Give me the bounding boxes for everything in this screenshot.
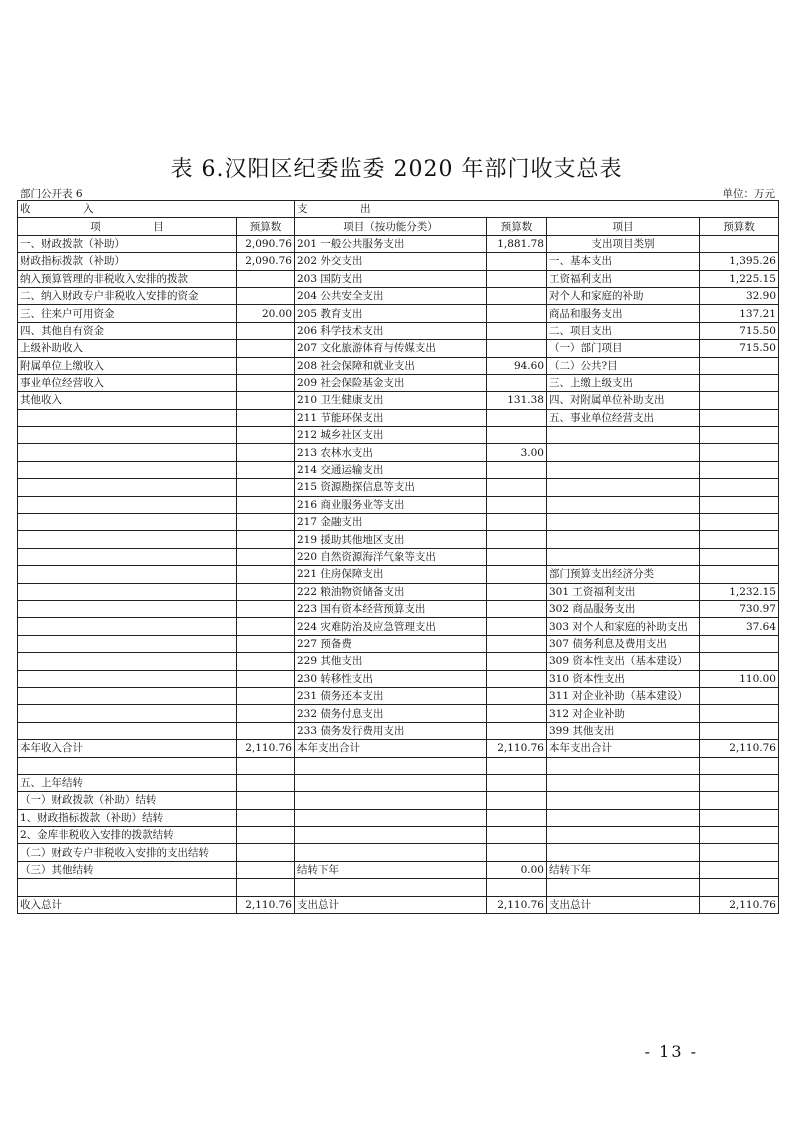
page-title: 表 6.汉阳区纪委监委 2020 年部门收支总表 (170, 157, 623, 182)
table-cell (700, 496, 779, 513)
table-cell (700, 479, 779, 496)
table-cell (700, 687, 779, 704)
table-cell: 201 一般公共服务支出 (295, 235, 487, 252)
table-cell (237, 479, 295, 496)
table-cell: 224 灾难防治及应急管理支出 (295, 618, 487, 635)
table-cell: 商品和服务支出 (547, 305, 700, 322)
table-row (18, 531, 779, 548)
table-cell: 202 外交支出 (295, 253, 487, 270)
table-cell (237, 357, 295, 374)
table-cell (237, 566, 295, 583)
table-cell (295, 844, 487, 861)
table-row (18, 357, 779, 374)
table-cell: 1,395.26 (700, 253, 779, 270)
table-row (18, 600, 779, 617)
table-row (18, 705, 779, 722)
table-cell: 399 其他支出 (547, 722, 700, 739)
table-cell: 233 债务发行费用支出 (295, 722, 487, 739)
table-cell (700, 548, 779, 565)
table-cell (487, 670, 547, 687)
table-row (18, 566, 779, 583)
table-cell: 222 粮油物资储备支出 (295, 583, 487, 600)
table-cell (700, 409, 779, 426)
table-row (18, 235, 779, 252)
table-cell (18, 548, 237, 565)
table-cell (295, 774, 487, 791)
table-cell (547, 809, 700, 826)
table-cell (237, 809, 295, 826)
table-cell (18, 531, 237, 548)
table-cell (700, 461, 779, 478)
table-cell (487, 514, 547, 531)
table-row (18, 809, 779, 826)
table-cell (18, 879, 237, 896)
table-cell: 2,110.76 (700, 740, 779, 757)
table-cell: 1,225.15 (700, 270, 779, 287)
table-cell: 131.38 (487, 392, 547, 409)
table-row (18, 479, 779, 496)
table-cell: 本年支出合计 (547, 740, 700, 757)
table-cell (700, 653, 779, 670)
table-cell: 支出总计 (547, 896, 700, 913)
table-cell: （二）财政专户非税收入安排的支出结转 (18, 844, 237, 861)
table-cell (237, 774, 295, 791)
table-cell: 110.00 (700, 670, 779, 687)
table-cell (237, 461, 295, 478)
table-cell: 三、往来户可用资金 (18, 305, 237, 322)
table-cell: 1,232.15 (700, 583, 779, 600)
table-row (18, 287, 779, 304)
table-cell: 一、财政拨款（补助） (18, 235, 237, 252)
table-cell (700, 792, 779, 809)
table-cell (547, 774, 700, 791)
table-cell: 3.00 (487, 444, 547, 461)
table-cell: 1,881.78 (487, 235, 547, 252)
table-cell (487, 774, 547, 791)
table-row (18, 270, 779, 287)
table-cell (18, 427, 237, 444)
table-cell: 支出项目类别 (547, 235, 700, 252)
table-cell (700, 357, 779, 374)
table-cell (237, 653, 295, 670)
table-cell (487, 792, 547, 809)
table-cell: 715.50 (700, 340, 779, 357)
table-row (18, 879, 779, 896)
table-cell: 附属单位上缴收入 (18, 357, 237, 374)
table-cell (237, 792, 295, 809)
table-cell (487, 844, 547, 861)
table-cell: 32.90 (700, 287, 779, 304)
table-cell: 四、对附属单位补助支出 (547, 392, 700, 409)
table-cell (487, 461, 547, 478)
table-cell (487, 809, 547, 826)
table-cell (700, 722, 779, 739)
table-cell: 0.00 (487, 861, 547, 878)
table-cell (700, 879, 779, 896)
table-cell: 213 农林水支出 (295, 444, 487, 461)
table-cell (237, 340, 295, 357)
table-cell (547, 844, 700, 861)
table-cell (700, 844, 779, 861)
table-cell (700, 827, 779, 844)
table-cell (237, 427, 295, 444)
table-cell (700, 392, 779, 409)
table-cell: 三、上缴上级支出 (547, 374, 700, 391)
table-cell (487, 566, 547, 583)
table-cell (487, 496, 547, 513)
table-row (18, 305, 779, 322)
table-cell (487, 705, 547, 722)
table-cell (18, 583, 237, 600)
table-row (18, 774, 779, 791)
table-cell (18, 757, 237, 774)
income-header: 收 入 (18, 201, 295, 218)
table-cell: 一、基本支出 (547, 253, 700, 270)
table-cell (487, 340, 547, 357)
table-cell (547, 792, 700, 809)
table-cell (487, 827, 547, 844)
table-cell: 221 住房保障支出 (295, 566, 487, 583)
table-cell (18, 496, 237, 513)
table-cell (487, 287, 547, 304)
table-row (18, 896, 779, 913)
table-row (18, 322, 779, 339)
table-cell: 四、其他自有资金 (18, 322, 237, 339)
table-cell: 支出总计 (295, 896, 487, 913)
table-row (18, 757, 779, 774)
table-cell (237, 531, 295, 548)
table-cell (547, 444, 700, 461)
table-cell (18, 687, 237, 704)
func-budget-header: 预算数 (487, 218, 547, 235)
table-cell (487, 270, 547, 287)
table-row (18, 827, 779, 844)
table-cell: 219 援助其他地区支出 (295, 531, 487, 548)
table-cell: 本年收入合计 (18, 740, 237, 757)
table-cell: 二、纳入财政专户非税收入安排的资金 (18, 287, 237, 304)
table-cell: 20.00 (237, 305, 295, 322)
table-cell: 730.97 (700, 600, 779, 617)
table-cell (700, 861, 779, 878)
table-cell (237, 392, 295, 409)
table-cell: 231 债务还本支出 (295, 687, 487, 704)
table-cell (18, 705, 237, 722)
table-cell (18, 635, 237, 652)
table-cell: （一）财政拨款（补助）结转 (18, 792, 237, 809)
table-cell (487, 653, 547, 670)
table-cell: 五、事业单位经营支出 (547, 409, 700, 426)
budget-table (17, 200, 779, 914)
table-cell: 223 国有资本经营预算支出 (295, 600, 487, 617)
table-cell: 2,090.76 (237, 253, 295, 270)
table-cell (18, 514, 237, 531)
table-cell (547, 514, 700, 531)
table-cell: 137.21 (700, 305, 779, 322)
table-cell (487, 879, 547, 896)
table-cell: 结转下年 (547, 861, 700, 878)
table-cell (700, 635, 779, 652)
table-cell (700, 427, 779, 444)
table-cell (547, 496, 700, 513)
table-cell (18, 461, 237, 478)
table-cell (18, 722, 237, 739)
expense-item-header: 项目 (547, 218, 700, 235)
table-cell: 纳入预算管理的非税收入安排的拨款 (18, 270, 237, 287)
table-row (18, 496, 779, 513)
table-cell (295, 809, 487, 826)
table-cell (237, 374, 295, 391)
table-cell (237, 270, 295, 287)
table-cell: 207 文化旅游体育与传媒支出 (295, 340, 487, 357)
table-cell (700, 757, 779, 774)
table-cell (237, 861, 295, 878)
table-cell: 312 对企业补助 (547, 705, 700, 722)
table-cell (487, 253, 547, 270)
table-cell: 2,110.76 (237, 896, 295, 913)
table-cell: 结转下年 (295, 861, 487, 878)
table-cell (547, 879, 700, 896)
table-cell: 2,110.76 (487, 896, 547, 913)
table-row (18, 670, 779, 687)
table-cell: 206 科学技术支出 (295, 322, 487, 339)
table-row (18, 635, 779, 652)
table-cell (237, 757, 295, 774)
table-cell (237, 322, 295, 339)
table-cell (237, 409, 295, 426)
table-cell (237, 827, 295, 844)
table-cell (295, 792, 487, 809)
table-cell (295, 879, 487, 896)
table-row (18, 618, 779, 635)
table-cell (237, 722, 295, 739)
table-row (18, 444, 779, 461)
table-cell (487, 531, 547, 548)
table-row (18, 461, 779, 478)
table-cell (547, 427, 700, 444)
table-cell: 209 社会保险基金支出 (295, 374, 487, 391)
table-cell: 307 债务利息及费用支出 (547, 635, 700, 652)
table-cell (487, 427, 547, 444)
table-row (18, 427, 779, 444)
table-cell: 其他收入 (18, 392, 237, 409)
table-cell (18, 444, 237, 461)
table-cell (487, 583, 547, 600)
table-cell: 本年支出合计 (295, 740, 487, 757)
table-cell (487, 322, 547, 339)
table-cell (487, 618, 547, 635)
table-cell (237, 444, 295, 461)
table-cell (547, 479, 700, 496)
table-cell (487, 635, 547, 652)
table-cell (237, 496, 295, 513)
table-cell (487, 600, 547, 617)
table-row (18, 792, 779, 809)
table-cell (700, 374, 779, 391)
table-cell (487, 305, 547, 322)
table-cell (700, 235, 779, 252)
table-cell: （一）部门项目 (547, 340, 700, 357)
table-cell: 229 其他支出 (295, 653, 487, 670)
income-budget-header: 预算数 (237, 218, 295, 235)
table-row (18, 409, 779, 426)
table-row (18, 861, 779, 878)
table-cell (237, 705, 295, 722)
table-cell (487, 722, 547, 739)
table-cell (700, 809, 779, 826)
table-cell (18, 479, 237, 496)
table-cell (487, 374, 547, 391)
table-cell: 230 转移性支出 (295, 670, 487, 687)
table-cell (700, 705, 779, 722)
table-row (18, 253, 779, 270)
table-cell (237, 670, 295, 687)
table-cell (547, 548, 700, 565)
table-cell: 303 对个人和家庭的补助支出 (547, 618, 700, 635)
table-cell (237, 635, 295, 652)
table-cell: 工资福利支出 (547, 270, 700, 287)
table-cell: 214 交通运输支出 (295, 461, 487, 478)
expense-header: 支 出 (295, 201, 779, 218)
table-cell (487, 409, 547, 426)
table-cell (237, 287, 295, 304)
table-cell: 2,090.76 (237, 235, 295, 252)
header-row-2 (18, 218, 779, 235)
table-cell: 1、财政指标拨款（补助）结转 (18, 809, 237, 826)
table-cell: 财政指标拨款（补助） (18, 253, 237, 270)
table-cell: 310 资本性支出 (547, 670, 700, 687)
table-row (18, 844, 779, 861)
table-cell: 2、金库非税收入安排的拨款结转 (18, 827, 237, 844)
table-cell: 204 公共安全支出 (295, 287, 487, 304)
table-cell: 227 预备费 (295, 635, 487, 652)
table-cell (237, 618, 295, 635)
table-cell: 211 节能环保支出 (295, 409, 487, 426)
table-cell (700, 774, 779, 791)
table-cell (295, 827, 487, 844)
table-cell: 二、项目支出 (547, 322, 700, 339)
table-row (18, 740, 779, 757)
table-cell (547, 827, 700, 844)
table-row (18, 514, 779, 531)
table-cell: 2,110.76 (700, 896, 779, 913)
table-row (18, 722, 779, 739)
table-cell: 203 国防支出 (295, 270, 487, 287)
table-cell (700, 444, 779, 461)
table-cell (18, 600, 237, 617)
expense-budget-header: 预算数 (700, 218, 779, 235)
table-cell (237, 600, 295, 617)
table-cell: 302 商品服务支出 (547, 600, 700, 617)
table-cell (487, 548, 547, 565)
table-cell (487, 757, 547, 774)
table-row (18, 392, 779, 409)
table-cell: 94.60 (487, 357, 547, 374)
header-row-1 (18, 201, 779, 218)
table-row (18, 687, 779, 704)
table-cell (18, 409, 237, 426)
page-number: - 13 - (644, 1042, 698, 1061)
table-cell (700, 566, 779, 583)
table-cell (295, 757, 487, 774)
table-cell: 217 金融支出 (295, 514, 487, 531)
table-row (18, 548, 779, 565)
table-cell: （三）其他结转 (18, 861, 237, 878)
table-row (18, 340, 779, 357)
table-cell: 232 债务付息支出 (295, 705, 487, 722)
table-cell (487, 479, 547, 496)
table-cell: 301 工资福利支出 (547, 583, 700, 600)
table-cell (237, 548, 295, 565)
table-cell: 部门预算支出经济分类 (547, 566, 700, 583)
table-cell (237, 514, 295, 531)
table-cell (18, 670, 237, 687)
table-cell: 2,110.76 (487, 740, 547, 757)
table-row (18, 374, 779, 391)
table-cell (237, 879, 295, 896)
table-cell: 210 卫生健康支出 (295, 392, 487, 409)
table-cell: 309 资本性支出（基本建设） (547, 653, 700, 670)
table-row (18, 583, 779, 600)
func-item-header: 项目（按功能分类） (295, 218, 487, 235)
income-item-header: 项 目 (18, 218, 237, 235)
table-cell: 205 教育支出 (295, 305, 487, 322)
table-cell (700, 531, 779, 548)
table-cell: 收入总计 (18, 896, 237, 913)
table-cell: 216 商业服务业等支出 (295, 496, 487, 513)
table-cell: 上级补助收入 (18, 340, 237, 357)
table-cell: 212 城乡社区支出 (295, 427, 487, 444)
table-cell (237, 844, 295, 861)
table-cell: 715.50 (700, 322, 779, 339)
table-cell (700, 514, 779, 531)
table-cell (18, 566, 237, 583)
table-cell: 37.64 (700, 618, 779, 635)
table-cell: 事业单位经营收入 (18, 374, 237, 391)
table-cell: 220 自然资源海洋气象等支出 (295, 548, 487, 565)
table-cell (547, 531, 700, 548)
unit-label: 单位：万元 (722, 188, 775, 200)
table-cell (487, 687, 547, 704)
table-cell (237, 583, 295, 600)
table-cell: 215 资源勘探信息等支出 (295, 479, 487, 496)
table-cell (547, 757, 700, 774)
table-cell: （二）公共?目 (547, 357, 700, 374)
table-row (18, 653, 779, 670)
table-cell (18, 653, 237, 670)
table-cell (547, 461, 700, 478)
table-cell (237, 687, 295, 704)
table-cell: 五、上年结转 (18, 774, 237, 791)
table-cell: 2,110.76 (237, 740, 295, 757)
table-number: 部门公开表 6 (20, 188, 83, 200)
table-cell: 311 对企业补助（基本建设） (547, 687, 700, 704)
table-cell: 208 社会保障和就业支出 (295, 357, 487, 374)
table-cell (18, 618, 237, 635)
table-cell: 对个人和家庭的补助 (547, 287, 700, 304)
